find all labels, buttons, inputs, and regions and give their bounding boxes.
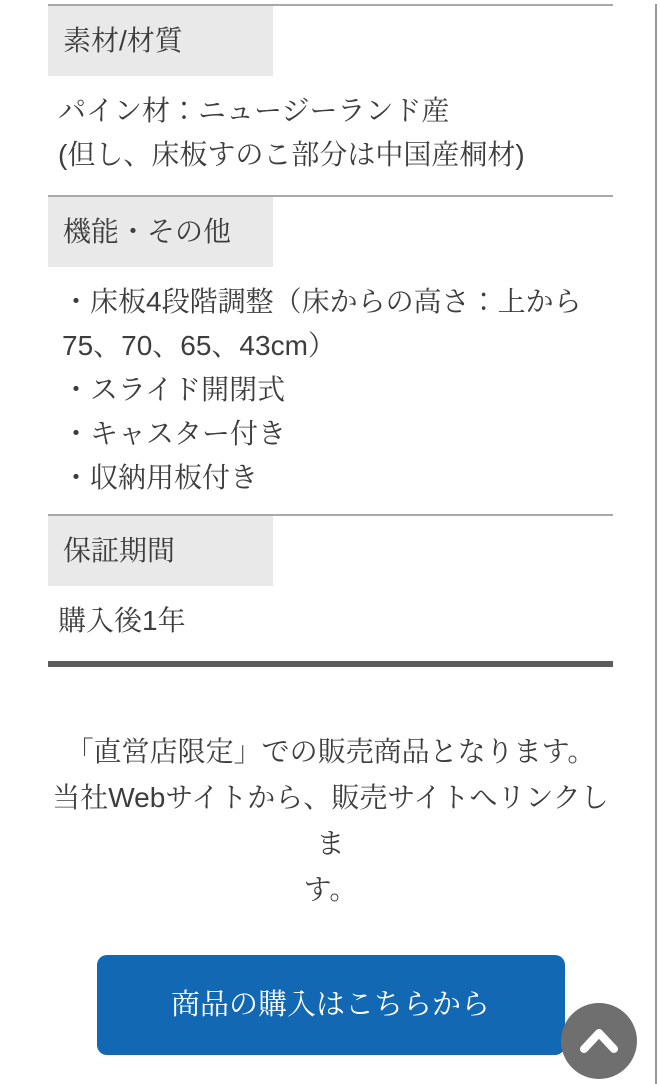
spec-header-features: 機能・その他 xyxy=(48,197,273,267)
page-content xyxy=(48,4,613,1055)
spec-row-warranty xyxy=(48,516,613,667)
spec-value-warranty xyxy=(48,586,613,661)
spec-header-material: 素材/材質 xyxy=(48,6,273,76)
text-line: ・スライド開閉式 xyxy=(62,374,286,405)
text-line: す。 xyxy=(303,874,358,905)
purchase-button[interactable]: 商品の購入はこちらから xyxy=(97,955,565,1055)
scroll-to-top-button[interactable] xyxy=(561,1003,637,1079)
text-line: パイン材：ニュージーランド産 xyxy=(58,95,450,126)
spec-value-features xyxy=(48,267,613,514)
spec-table xyxy=(48,4,613,667)
spec-row-material xyxy=(48,6,613,197)
text-line: 75、70、65、43cm） xyxy=(62,330,336,361)
screen-right-border xyxy=(655,4,657,1084)
chevron-up-icon xyxy=(561,1003,637,1079)
text-line: (但し、床板すのこ部分は中国産桐材) xyxy=(58,139,525,170)
sales-notice-text xyxy=(48,729,613,913)
spec-row-features xyxy=(48,197,613,516)
product-spec-page xyxy=(0,4,660,1084)
text-line: 購入後1年 xyxy=(58,605,186,636)
text-line: ・床板4段階調整（床からの高さ：上から xyxy=(62,286,582,317)
text-line: ・収納用板付き xyxy=(62,462,259,493)
spec-value-material xyxy=(48,76,613,195)
text-line: ・キャスター付き xyxy=(62,418,287,449)
text-line: 「直営店限定」での販売商品となります。 xyxy=(65,736,596,767)
spec-header-warranty: 保証期間 xyxy=(48,516,273,586)
text-line: 当社Webサイトから、販売サイトへリンクしま xyxy=(52,782,609,859)
